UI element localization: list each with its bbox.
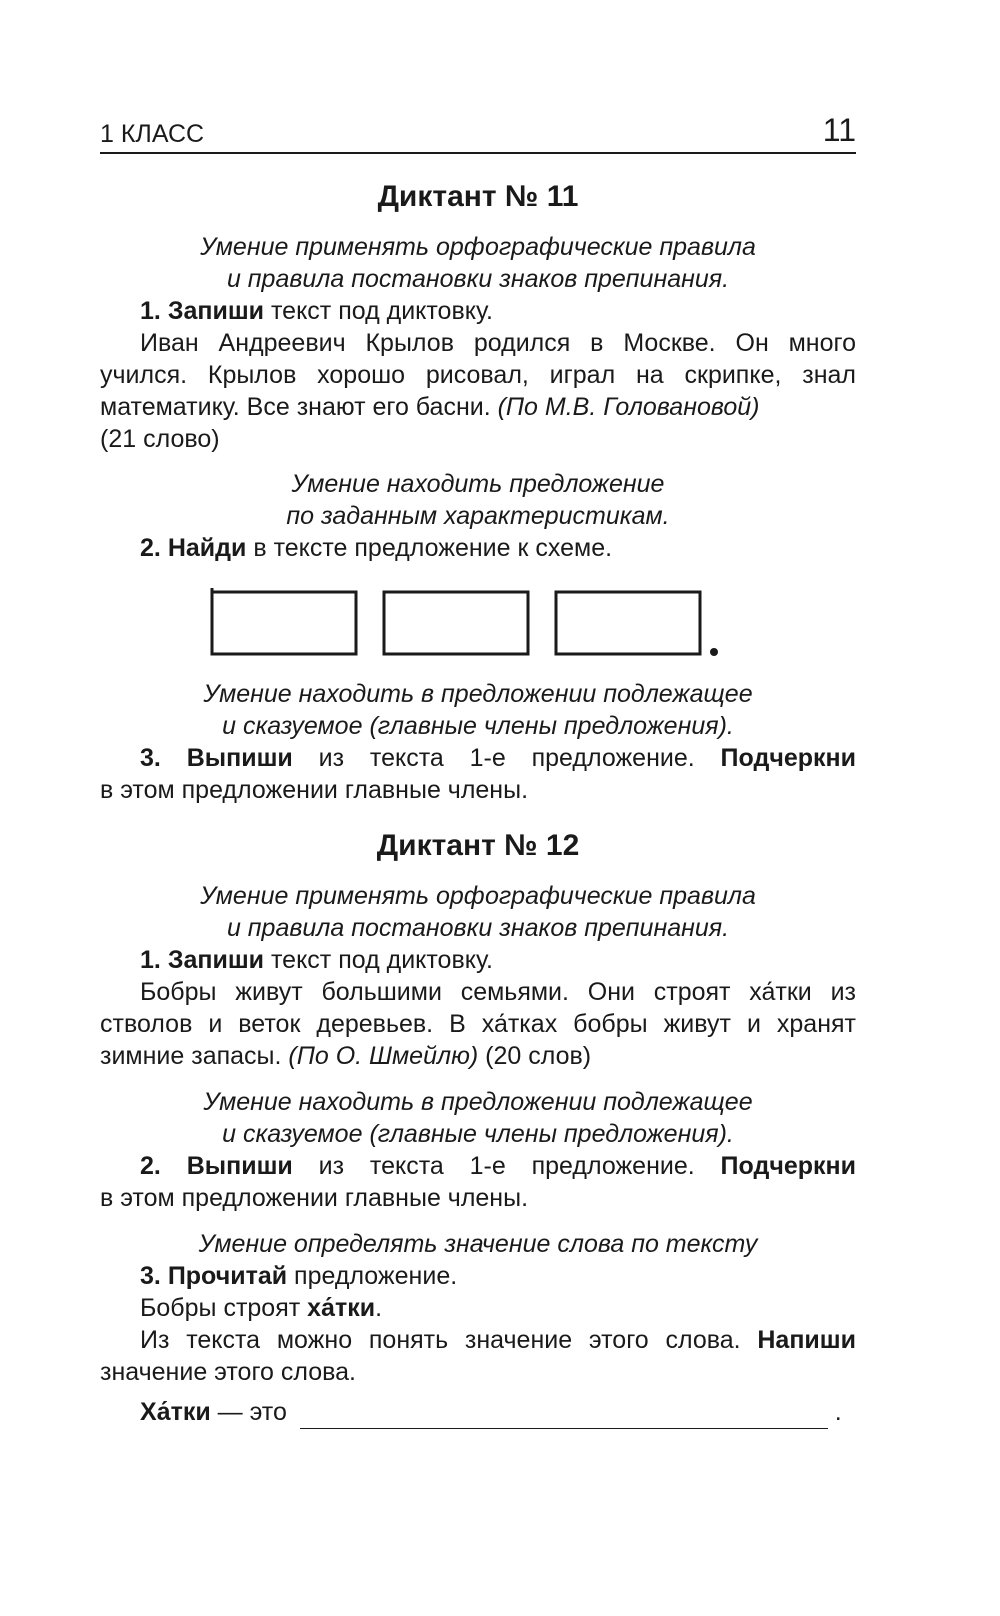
task-number: 1. <box>140 946 161 974</box>
skill-line: Умение определять значение слова по тексту <box>198 1230 758 1258</box>
text-line <box>100 1040 856 1073</box>
target-word: ха́тки <box>307 1294 376 1322</box>
scheme-word-box <box>212 592 356 654</box>
task-3 <box>140 1260 856 1293</box>
word-count: (20 слов) <box>478 1042 592 1070</box>
answer-end: . <box>834 1398 842 1426</box>
answer-word: Ха́тки <box>140 1398 211 1426</box>
text-source: (По О. Шмейлю) <box>288 1042 479 1070</box>
task-verb: Прочитай <box>167 1262 288 1290</box>
instruction-text: Из текста можно понять значение этого слова. <box>140 1326 758 1354</box>
answer-blank[interactable] <box>300 1402 828 1429</box>
scheme-word-box <box>556 592 700 654</box>
skill-line: и сказуемое (главные члены предложения). <box>222 712 734 740</box>
skill-line: и правила постановки знаков препинания. <box>226 914 730 942</box>
task-text: текст под диктовку. <box>264 297 493 325</box>
sentence-fragment: Бобры строят <box>140 1294 308 1322</box>
task-text: из текста 1-е предложение. <box>292 744 721 772</box>
task-verb: Напиши <box>757 1326 856 1354</box>
page-number: 11 <box>822 112 856 148</box>
text-fragment: зимние запасы. <box>100 1042 289 1070</box>
text-source: (По М.В. Головановой) <box>497 393 760 421</box>
task-verb: Выпиши <box>186 744 293 772</box>
scheme-word-box <box>384 592 528 654</box>
word-count: (21 слово) <box>100 425 220 453</box>
task-3 <box>140 742 856 775</box>
task-number: 2. <box>140 534 161 562</box>
sentence-scheme <box>210 588 730 688</box>
task-verb: Найди <box>167 534 247 562</box>
task-text: предложение. <box>287 1262 458 1290</box>
skill-line: Умение применять орфографические правила <box>200 882 756 910</box>
task-text: текст под диктовку. <box>264 946 493 974</box>
example-sentence <box>140 1292 856 1325</box>
task-verb: Запиши <box>167 297 265 325</box>
skill-line: и правила постановки знаков препинания. <box>226 265 730 293</box>
text-fragment: математику. Все знают его басни. <box>100 393 498 421</box>
task-text: в этом предложении главные члены. <box>100 776 529 804</box>
text-line: стволов и веток деревьев. В ха́тках бобры живут и хранят <box>100 1010 856 1038</box>
task-1 <box>140 295 856 328</box>
answer-dash: — это <box>210 1398 294 1426</box>
task-2 <box>140 532 856 565</box>
skill-line: Умение находить в предложении подлежащее <box>203 1088 753 1116</box>
skill-line: Умение применять орфографические правила <box>200 233 756 261</box>
task-verb: Подчеркни <box>720 744 856 772</box>
task-text: из текста 1-е предложение. <box>292 1152 721 1180</box>
text-line: Бобры живут большими семьями. Они строят ха́тки из <box>140 978 856 1006</box>
sentence-fragment: . <box>375 1294 383 1322</box>
task-1 <box>140 944 856 977</box>
dictation-12-title: Диктант № 12 <box>376 829 580 862</box>
task-verb: Выпиши <box>186 1152 293 1180</box>
instruction-line: значение этого слова. <box>100 1358 356 1386</box>
skill-line: Умение находить в предложении подлежащее <box>203 680 753 708</box>
scheme-period <box>710 648 718 656</box>
skill-line: Умение находить предложение <box>291 470 665 498</box>
text-line: Иван Андреевич Крылов родился в Москве. Он много <box>140 329 856 357</box>
dictation-11-title: Диктант № 11 <box>377 180 579 213</box>
answer-line <box>140 1396 856 1429</box>
task-2 <box>140 1150 856 1183</box>
task-number: 2. <box>140 1152 161 1180</box>
task-number: 3. <box>140 1262 161 1290</box>
task-number: 1. <box>140 297 161 325</box>
instruction-line <box>140 1324 856 1357</box>
task-number: 3. <box>140 744 161 772</box>
task-verb: Подчеркни <box>720 1152 856 1180</box>
task-text: в тексте предложение к схеме. <box>246 534 613 562</box>
text-line <box>100 391 856 424</box>
task-text: в этом предложении главные члены. <box>100 1184 529 1212</box>
skill-line: по заданным характеристикам. <box>286 502 670 530</box>
text-line: учился. Крылов хорошо рисовал, играл на скрипке, знал <box>100 361 856 389</box>
class-label: 1 КЛАСС <box>100 120 205 148</box>
skill-line: и сказуемое (главные члены предложения). <box>222 1120 734 1148</box>
task-verb: Запиши <box>167 946 265 974</box>
page-header <box>100 108 856 154</box>
